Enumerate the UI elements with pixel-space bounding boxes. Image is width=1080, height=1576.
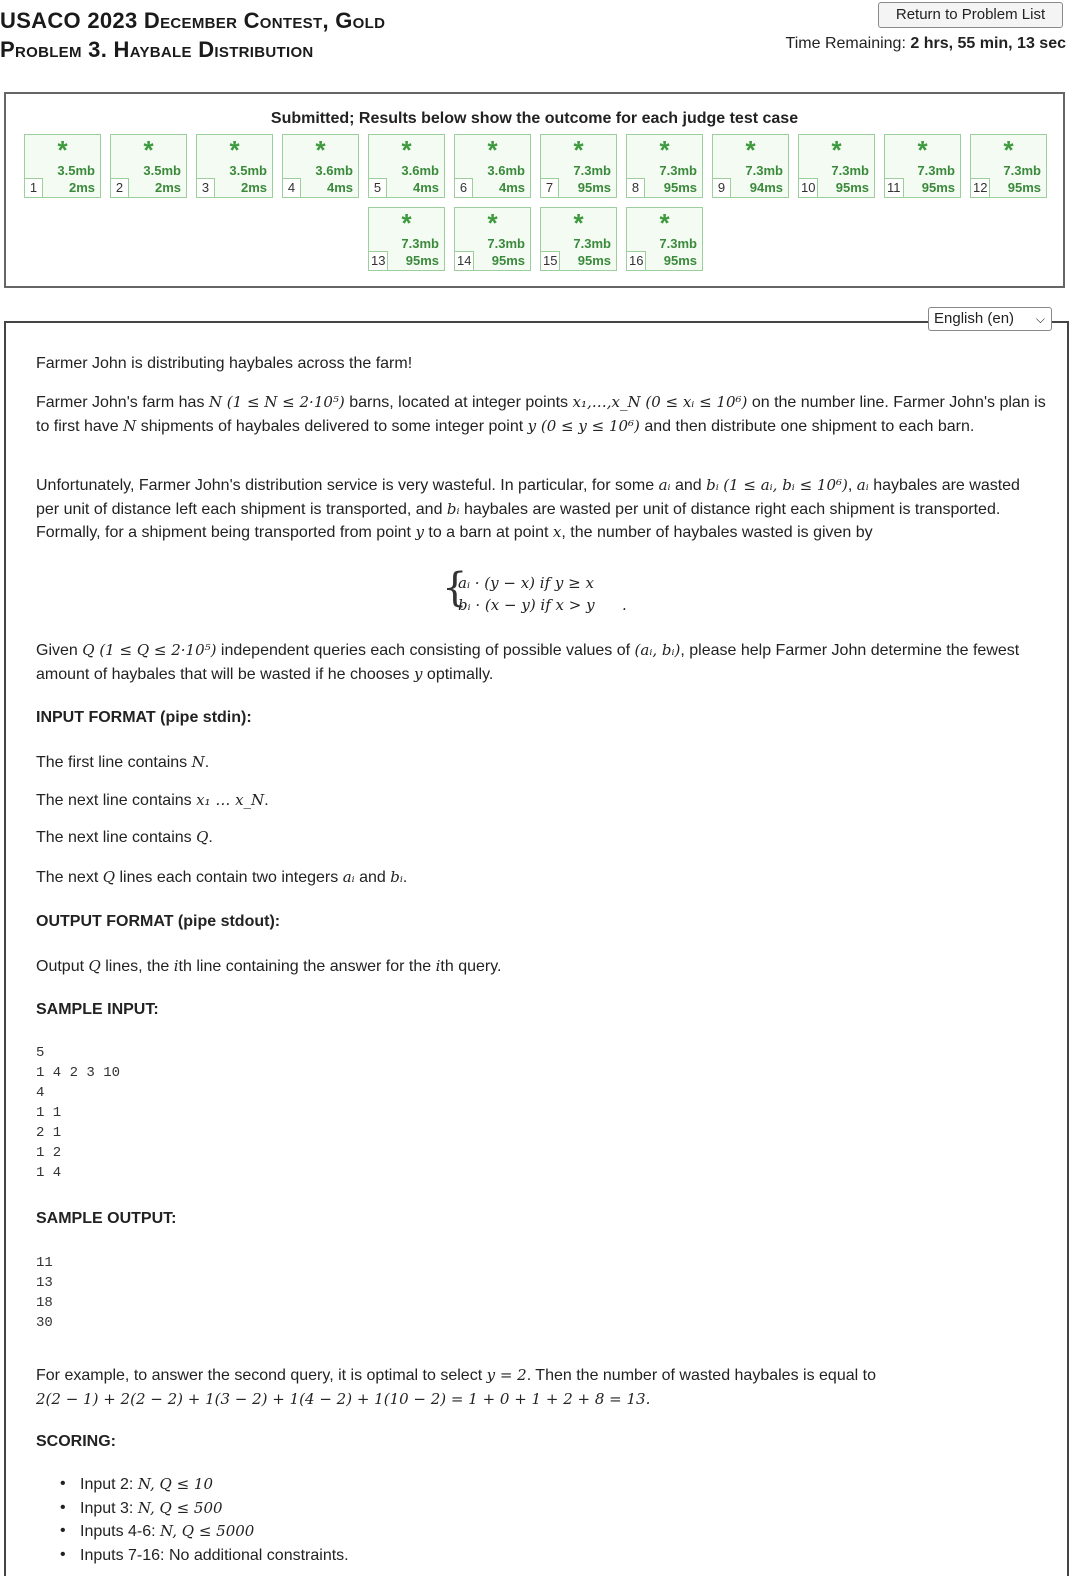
test-case-number: 3: [197, 178, 215, 197]
test-case-time: 94ms: [749, 180, 783, 195]
pass-star-icon: *: [229, 135, 240, 165]
test-case-memory: 7.3mb: [487, 236, 525, 251]
input-format-heading: INPUT FORMAT (pipe stdin):: [36, 709, 252, 726]
test-case-1: [24, 134, 101, 198]
test-case-number: 4: [283, 178, 301, 197]
test-case-time: 95ms: [663, 253, 697, 268]
pass-star-icon: *: [401, 135, 412, 165]
sample-input-line: 1 4 2 3 10: [36, 1065, 121, 1081]
test-case-time: 95ms: [921, 180, 955, 195]
test-case-3: [196, 134, 273, 198]
formula-row-2: bᵢ · (x − y) if x > y: [458, 596, 595, 614]
scoring-item: • Inputs 7-16: No additional constraints.: [80, 1544, 349, 1568]
sample-input-line: 1 1: [36, 1105, 62, 1121]
test-case-15: [540, 207, 617, 271]
test-case-memory: 3.5mb: [57, 163, 95, 178]
pass-star-icon: *: [401, 208, 412, 238]
sample-input-line: 1 2: [36, 1145, 62, 1161]
test-case-10: [798, 134, 875, 198]
problem-header: [0, 6, 385, 64]
test-case-number: 6: [455, 178, 473, 197]
output-line-1: Output Q lines, the ith line containing the answer for the ith query.: [36, 957, 502, 975]
input-line-3: The next line contains Q.: [36, 828, 213, 846]
problem-statement: [4, 321, 1069, 1576]
test-case-12: [970, 134, 1047, 198]
test-case-number: 13: [369, 251, 388, 270]
test-case-number: 15: [541, 251, 560, 270]
sample-input-line: 4: [36, 1085, 45, 1101]
test-case-number: 7: [541, 178, 559, 197]
test-case-number: 1: [25, 178, 43, 197]
test-case-number: 8: [627, 178, 645, 197]
scoring-item: • Inputs 4-6: N, Q ≤ 5000: [80, 1520, 349, 1544]
test-case-2: [110, 134, 187, 198]
sample-output-line: 18: [36, 1295, 53, 1311]
test-case-time: 95ms: [491, 253, 525, 268]
pass-star-icon: *: [1003, 135, 1014, 165]
test-case-14: [454, 207, 531, 271]
results-title: Submitted; Results below show the outcome for each judge test case: [270, 110, 799, 127]
example-explanation: For example, to answer the second query, it is optimal to select y = 2. Then the number of wasted haybales is equal to 2(2 − 1) + 2(2 − 2) + 1(3 − 2) + 1(4 − 2) + 1(10 − 2) = 1 + 0 + 1 + 2 + 8 = 13.: [36, 1366, 876, 1408]
test-case-memory: 3.6mb: [401, 163, 439, 178]
sample-input-line: 5: [36, 1045, 45, 1061]
sample-output-line: 13: [36, 1275, 53, 1291]
sample-output-heading: SAMPLE OUTPUT:: [36, 1210, 177, 1227]
return-to-problem-list-button[interactable]: Return to Problem List: [878, 2, 1063, 28]
test-case-13: [368, 207, 445, 271]
sample-output-line: 30: [36, 1315, 53, 1331]
time-remaining-value: 2 hrs, 55 min, 13 sec: [910, 35, 1066, 52]
input-line-1: The first line contains N.: [36, 753, 210, 771]
sample-output-line: 11: [36, 1255, 53, 1271]
test-case-time: 95ms: [577, 180, 611, 195]
test-case-time: 2ms: [240, 180, 267, 195]
pass-star-icon: *: [659, 208, 670, 238]
pass-star-icon: *: [573, 135, 584, 165]
scoring-item: • Input 2: N, Q ≤ 10: [80, 1473, 349, 1497]
statement-para-3: Given Q (1 ≤ Q ≤ 2·10⁵) independent queries each consisting of possible values of (aᵢ, bᵢ), please help Farmer John determine the fewest amount of haybales that will be wasted if he chooses y optimally.: [36, 641, 1020, 683]
pass-star-icon: *: [143, 135, 154, 165]
pass-star-icon: *: [315, 135, 326, 165]
test-case-number: 12: [971, 178, 990, 197]
test-case-number: 9: [713, 178, 731, 197]
test-case-number: 14: [455, 251, 474, 270]
test-case-memory: 7.3mb: [745, 163, 783, 178]
language-select-value: English (en): [934, 310, 1015, 327]
test-case-memory: 7.3mb: [1003, 163, 1041, 178]
test-case-7: [540, 134, 617, 198]
statement-para-1: Farmer John's farm has N (1 ≤ N ≤ 2·10⁵) barns, located at integer points x₁,…,x_N (0 ≤ xᵢ ≤ 10⁶) on the number line. Farmer John's plan is to first have N shipments of haybales delivered to some integer point y (0 ≤ y ≤ 10⁶) and then distribute one shipment to each barn.: [36, 393, 1046, 435]
test-case-time: 2ms: [154, 180, 181, 195]
test-case-memory: 7.3mb: [659, 163, 697, 178]
sample-input-heading: SAMPLE INPUT:: [36, 1001, 159, 1018]
test-case-memory: 7.3mb: [659, 236, 697, 251]
test-case-16: [626, 207, 703, 271]
formula-row-1: aᵢ · (y − x) if y ≥ x: [458, 574, 594, 592]
test-case-time: 4ms: [498, 180, 525, 195]
test-case-memory: 3.5mb: [229, 163, 267, 178]
test-case-time: 95ms: [835, 180, 869, 195]
test-case-9: [712, 134, 789, 198]
chevron-down-icon: ⌵: [1035, 312, 1045, 326]
test-case-time: 95ms: [1007, 180, 1041, 195]
test-case-number: 11: [885, 178, 904, 197]
test-case-memory: 3.6mb: [487, 163, 525, 178]
statement-intro: Farmer John is distributing haybales across the farm!: [36, 355, 413, 372]
scoring-item: • Input 3: N, Q ≤ 500: [80, 1497, 349, 1521]
pass-star-icon: *: [487, 135, 498, 165]
results-panel: [4, 92, 1065, 288]
test-case-memory: 3.5mb: [143, 163, 181, 178]
pass-star-icon: *: [831, 135, 842, 165]
test-case-time: 4ms: [412, 180, 439, 195]
sample-input-block: [36, 1043, 120, 1183]
test-case-number: 5: [369, 178, 387, 197]
pass-star-icon: *: [487, 208, 498, 238]
contest-title: USACO 2023 December Contest, Gold: [0, 8, 386, 33]
test-case-time: 95ms: [663, 180, 697, 195]
test-case-8: [626, 134, 703, 198]
test-case-memory: 3.6mb: [315, 163, 353, 178]
test-case-time: 95ms: [577, 253, 611, 268]
output-format-heading: OUTPUT FORMAT (pipe stdout):: [36, 913, 281, 930]
language-select[interactable]: [928, 307, 1052, 331]
pass-star-icon: *: [917, 135, 928, 165]
test-case-time: 2ms: [68, 180, 95, 195]
scoring-list: [80, 1473, 349, 1567]
formula-brace: {: [442, 565, 468, 611]
test-case-time: 4ms: [326, 180, 353, 195]
time-remaining: [786, 35, 1066, 53]
input-line-4: The next Q lines each contain two integers aᵢ and bᵢ.: [36, 868, 408, 886]
test-case-memory: 7.3mb: [573, 236, 611, 251]
pass-star-icon: *: [745, 135, 756, 165]
test-case-6: [454, 134, 531, 198]
formula-end: .: [622, 596, 627, 614]
test-case-number: 16: [627, 251, 646, 270]
sample-input-line: 1 4: [36, 1165, 62, 1181]
pass-star-icon: *: [573, 208, 584, 238]
pass-star-icon: *: [57, 135, 68, 165]
test-case-number: 2: [111, 178, 129, 197]
test-case-memory: 7.3mb: [917, 163, 955, 178]
test-case-memory: 7.3mb: [831, 163, 869, 178]
test-case-time: 95ms: [405, 253, 439, 268]
input-line-2: The next line contains x₁ … x_N.: [36, 791, 269, 809]
sample-output-block: [36, 1253, 53, 1333]
sample-input-line: 2 1: [36, 1125, 62, 1141]
test-case-memory: 7.3mb: [573, 163, 611, 178]
pass-star-icon: *: [659, 135, 670, 165]
test-case-11: [884, 134, 961, 198]
statement-para-2: Unfortunately, Farmer John's distribution service is very wasteful. In particular, for some aᵢ and bᵢ (1 ≤ aᵢ, bᵢ ≤ 10⁶), aᵢ haybales are wasted per unit of distance left each shipment is transported, and bᵢ haybales are wasted per unit of distance right each shipment is transported. Formally, for a shipment being transported from point y to a barn at point x, the number of haybales wasted is given by: [36, 476, 1020, 541]
test-case-4: [282, 134, 359, 198]
test-case-number: 10: [799, 178, 818, 197]
problem-title: Problem 3. Haybale Distribution: [0, 37, 314, 62]
time-remaining-label: Time Remaining:: [785, 35, 906, 52]
scoring-heading: SCORING:: [36, 1433, 116, 1450]
test-case-5: [368, 134, 445, 198]
test-case-memory: 7.3mb: [401, 236, 439, 251]
